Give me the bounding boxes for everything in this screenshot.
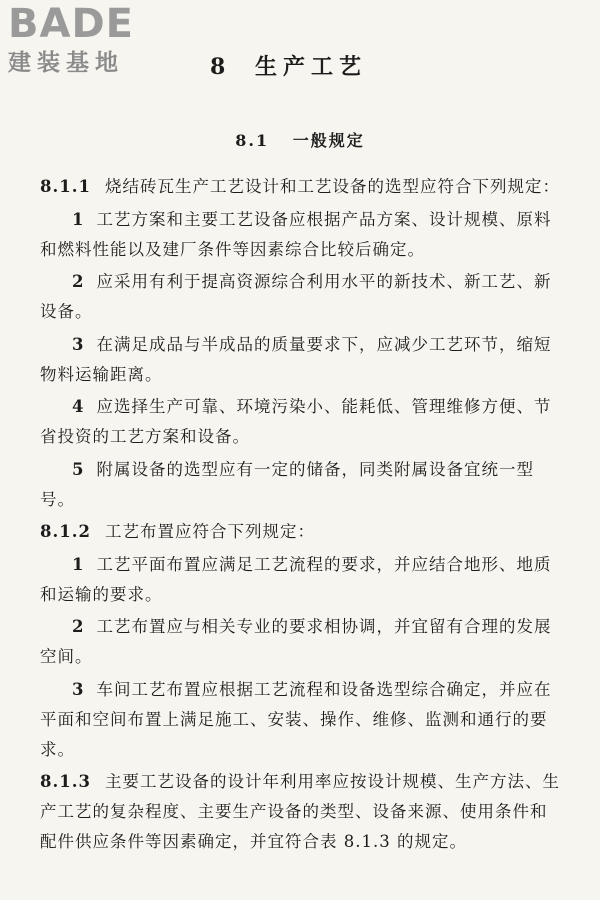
list-item — [40, 455, 560, 515]
clause-text: 烧结砖瓦生产工艺设计和工艺设备的选型应符合下列规定： — [104, 177, 560, 196]
list-item — [40, 612, 560, 672]
item-number: 1 — [72, 209, 85, 229]
item-number: 1 — [72, 554, 85, 574]
list-item — [40, 550, 560, 610]
clause-text: 主要工艺设备的设计年利用率应按设计规模、生产方法、生产工艺的复杂程度、主要生产设备的类型、设备来源、使用条件和配件供应条件等因素确定，并宜符合表 8.1.3 的规定。 — [40, 772, 560, 851]
chapter-number: 8 — [210, 54, 232, 80]
section-title — [0, 128, 600, 151]
body-text — [40, 172, 560, 860]
clause-8-1-1 — [40, 172, 560, 202]
list-item — [40, 675, 560, 765]
list-item — [40, 330, 560, 390]
section-number: 8.1 — [235, 131, 270, 150]
list-item — [40, 392, 560, 452]
chapter-title-text: 生产工艺 — [254, 54, 367, 80]
item-text: 应选择生产可靠、环境污染小、能耗低、管理维修方便、节省投资的工艺方案和设备。 — [40, 397, 552, 446]
item-number: 2 — [72, 272, 85, 291]
clause-text: 工艺布置应符合下列规定： — [104, 522, 315, 541]
item-number: 4 — [72, 397, 85, 416]
item-text: 工艺布置应与相关专业的要求相协调，并宜留有合理的发展空间。 — [40, 617, 552, 666]
logo-subtitle: 建装基地 — [8, 50, 124, 76]
list-item — [40, 205, 560, 265]
clause-number: 8.1.1 — [40, 177, 91, 196]
item-text: 附属设备的选型应有一定的储备，同类附属设备宜统一型号。 — [40, 459, 534, 509]
chapter-title — [210, 50, 367, 81]
item-text: 车间工艺布置应根据工艺流程和设备选型综合确定，并应在平面和空间布置上满足施工、安装、操作、维修、监测和通行的要求。 — [40, 679, 552, 759]
clause-8-1-2 — [40, 517, 560, 547]
item-text: 工艺方案和主要工艺设备应根据产品方案、设计规模、原料和燃料性能以及建厂条件等因素综合比较后确定。 — [40, 209, 552, 259]
item-text: 在满足成品与半成品的质量要求下，应减少工艺环节，缩短物料运输距离。 — [40, 334, 552, 384]
item-number: 3 — [72, 334, 85, 354]
list-item — [40, 267, 560, 327]
watermark-logo — [8, 2, 178, 78]
item-number: 2 — [72, 617, 85, 636]
clause-8-1-3 — [40, 767, 560, 857]
item-number: 3 — [72, 679, 85, 699]
section-title-text: 一般规定 — [292, 131, 365, 150]
item-text: 工艺平面布置应满足工艺流程的要求，并应结合地形、地质和运输的要求。 — [40, 554, 552, 604]
item-text: 应采用有利于提高资源综合利用水平的新技术、新工艺、新设备。 — [40, 272, 552, 321]
logo-brand: BADE — [8, 1, 134, 47]
clause-number: 8.1.2 — [40, 522, 91, 541]
clause-number: 8.1.3 — [40, 772, 91, 791]
item-number: 5 — [72, 459, 85, 479]
